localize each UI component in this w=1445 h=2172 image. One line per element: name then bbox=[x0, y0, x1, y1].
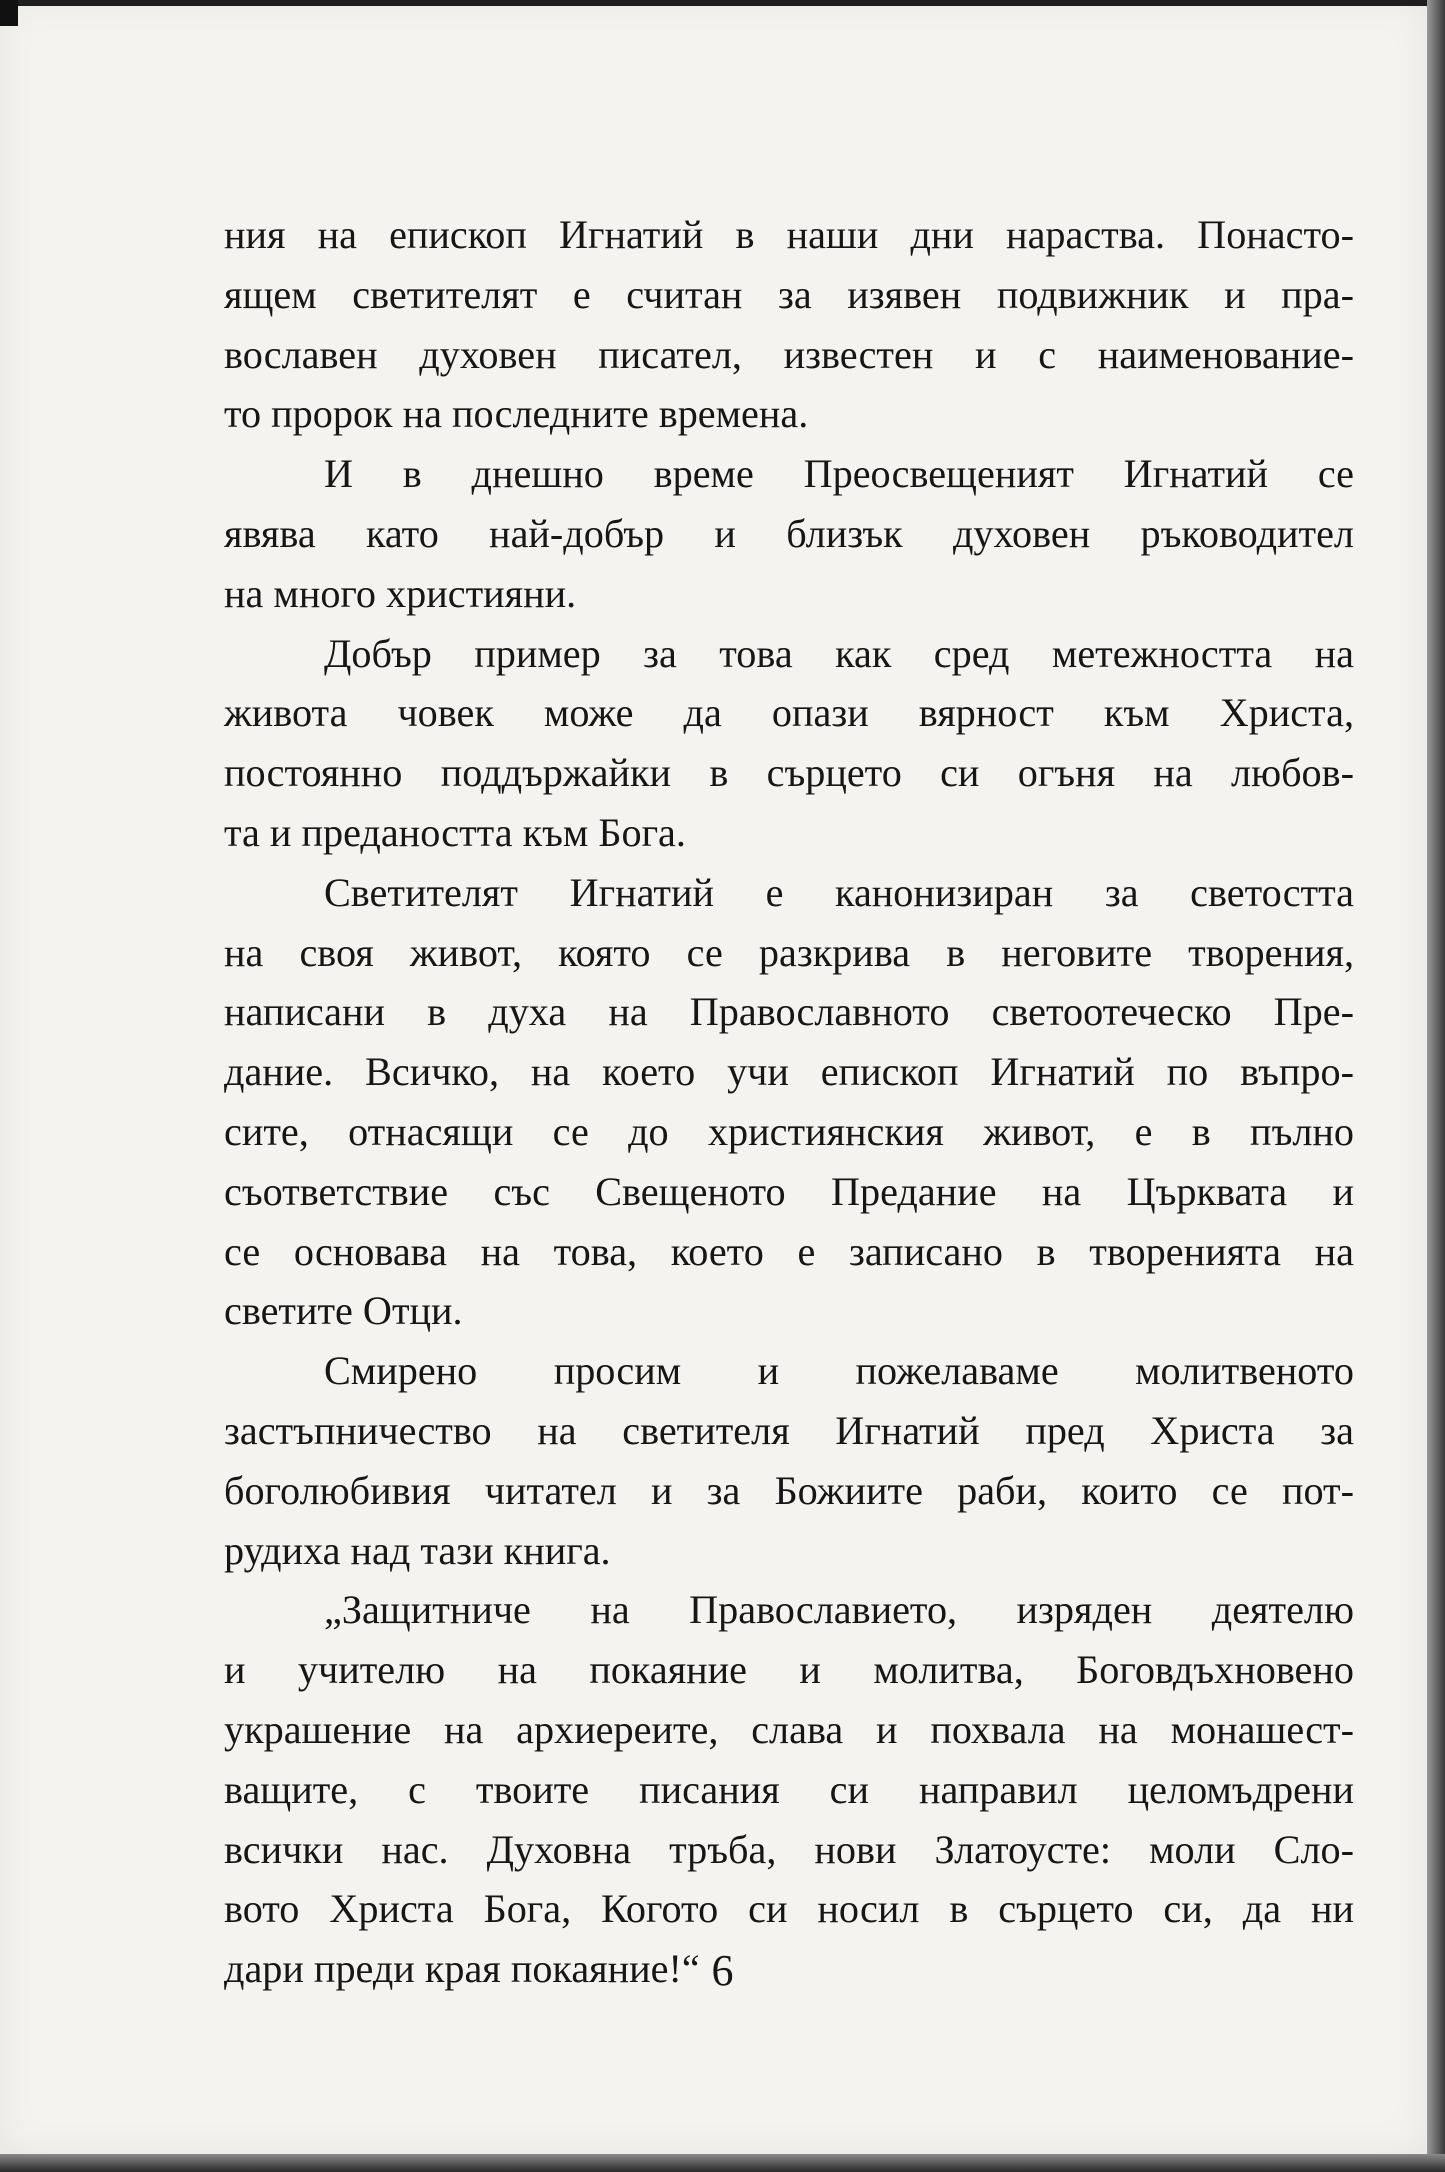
text-line: се основава на това, което е записано в творенията на bbox=[224, 1228, 1354, 1274]
text-line: вославен духовен писател, известен и с наименование- bbox=[224, 331, 1354, 377]
text-line: „Защитниче на Православието, изряден деятелю bbox=[324, 1587, 1354, 1633]
text-line: застъпничество на светителя Игнатий пред Христа за bbox=[224, 1407, 1354, 1453]
scan-bottom-edge bbox=[0, 2154, 1445, 2172]
text-line: на своя живот, която се разкрива в неговите творения, bbox=[224, 929, 1354, 975]
text-line: Светителят Игнатий е канонизиран за светостта bbox=[324, 869, 1354, 915]
text-line: и учителю на покаяние и молитва, Боговдъхновено bbox=[224, 1647, 1354, 1693]
text-line: ващите, с твоите писания си направил целомъдрени bbox=[224, 1766, 1354, 1812]
scan-top-edge bbox=[0, 0, 1445, 6]
text-line: то пророк на последните времена. bbox=[224, 391, 809, 437]
paragraph bbox=[224, 863, 1354, 1341]
paragraph bbox=[224, 624, 1354, 863]
text-line: всички нас. Духовна тръба, нови Златоусте: моли Сло- bbox=[224, 1826, 1354, 1872]
scan-right-edge bbox=[1427, 0, 1445, 2172]
text-line: украшение на архиереите, слава и похвала на монашест- bbox=[224, 1706, 1354, 1752]
paragraph bbox=[224, 205, 1354, 444]
scan-corner-mark bbox=[0, 0, 18, 26]
paragraph bbox=[224, 1341, 1354, 1580]
text-line: живота човек може да опази вярност към Христа, bbox=[224, 690, 1354, 736]
paragraph bbox=[224, 1580, 1354, 1999]
text-line: сите, отнасящи се до християнския живот, е в пълно bbox=[224, 1108, 1354, 1154]
text-line: ния на епископ Игнатий в наши дни нараства. Понасто- bbox=[224, 212, 1354, 257]
text-line: на много християни. bbox=[224, 570, 577, 616]
text-line: написани в духа на Православното светоотеческо Пре- bbox=[224, 989, 1354, 1035]
body-text bbox=[224, 205, 1354, 1999]
text-line: ящем светителят е считан за изявен подвижник и пра- bbox=[224, 271, 1354, 317]
text-line: Добър пример за това как сред метежността на bbox=[324, 630, 1354, 676]
text-line: И в днешно време Преосвещеният Игнатий се bbox=[324, 451, 1354, 497]
text-line: рудиха над тази книга. bbox=[224, 1527, 611, 1573]
text-line: вото Христа Бога, Когото си носил в сърцето си, да ни bbox=[224, 1886, 1354, 1932]
text-line: та и предаността към Бога. bbox=[224, 809, 686, 855]
page-number: 6 bbox=[711, 1946, 734, 1995]
text-line: явява като най-добър и близък духовен ръководител bbox=[224, 510, 1354, 556]
text-line: дание. Всичко, на което учи епископ Игнатий по въпро- bbox=[224, 1049, 1354, 1095]
text-line: съответствие със Свещеното Предание на Църквата и bbox=[224, 1168, 1354, 1214]
text-line: боголюбивия читател и за Божиите раби, които се пот- bbox=[224, 1467, 1354, 1513]
text-line: светите Отци. bbox=[224, 1288, 463, 1334]
text-line: Смирено просим и пожелаваме молитвеното bbox=[324, 1348, 1354, 1394]
text-line: постоянно поддържайки в сърцето си огъня на любов- bbox=[224, 750, 1354, 796]
text-line: дари преди края покаяние!“ bbox=[224, 1946, 700, 1992]
paragraph bbox=[224, 444, 1354, 623]
